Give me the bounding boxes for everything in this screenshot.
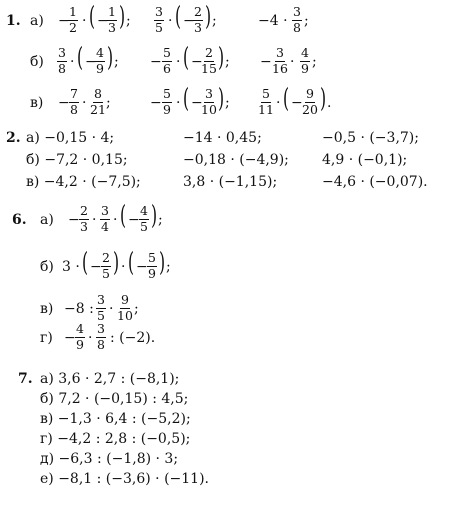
fraction: 3 8 [293, 4, 301, 35]
problem-7-item: а) 3,6 · 2,7 : (−8,1); [40, 371, 180, 387]
fraction: 5 9 [148, 250, 156, 281]
fraction: 4 9 [76, 321, 84, 352]
problem-7-number: 7. [18, 371, 33, 387]
fraction: 7 8 [70, 86, 78, 117]
problem-2-cell: а) −0,15 · 4; [26, 130, 115, 146]
fraction: 3 8 [97, 321, 105, 352]
fraction: 3 4 [101, 203, 109, 234]
problem-2-cell: −14 · 0,45; [183, 130, 262, 146]
problem-2-cell: 3,8 · (−1,15); [183, 174, 278, 190]
problem-7-item: д) −6,3 : (−1,8) · 3; [40, 451, 179, 467]
problem-1a-label: а) [30, 13, 44, 29]
problem-1v-label: в) [30, 95, 44, 111]
fraction: 2 15 [201, 45, 217, 76]
fraction: 5 6 [163, 45, 171, 76]
fraction: 3 5 [97, 292, 105, 323]
problem-1-number: 1. [6, 13, 21, 29]
fraction: 4 5 [140, 203, 148, 234]
problem-2-cell: 4,9 · (−0,1); [322, 152, 408, 168]
fraction: 2 5 [102, 250, 110, 281]
fraction: 2 3 [80, 203, 88, 234]
problem-1b-label: б) [30, 54, 44, 70]
fraction: 1 2 [69, 4, 77, 35]
fraction: 9 10 [117, 292, 133, 323]
fraction: 3 16 [272, 45, 288, 76]
problem-2-cell: −0,18 · (−4,9); [183, 152, 289, 168]
problem-2-cell: −0,5 · (−3,7); [322, 130, 419, 146]
problem-2-cell: в) −4,2 · (−7,5); [26, 174, 141, 190]
problem-2-cell: б) −7,2 · 0,15; [26, 152, 128, 168]
fraction: 9 20 [302, 86, 318, 117]
problem-7-item: б) 7,2 · (−0,15) : 4,5; [40, 391, 189, 407]
problem-6-number: 6. [12, 212, 27, 228]
problem-7-item: в) −1,3 · 6,4 : (−5,2); [40, 411, 191, 427]
fraction: 5 11 [258, 86, 274, 117]
fraction: 1 3 [108, 4, 116, 35]
fraction: 5 9 [163, 86, 171, 117]
problem-2-cell: −4,6 · (−0,07). [322, 174, 428, 190]
fraction: 3 8 [58, 45, 66, 76]
fraction: 4 9 [96, 45, 104, 76]
fraction: 8 21 [90, 86, 106, 117]
problem-7-item: е) −8,1 : (−3,6) · (−11). [40, 471, 209, 487]
fraction: 3 10 [201, 86, 217, 117]
problem-7-item: г) −4,2 : 2,8 : (−0,5); [40, 431, 191, 447]
problem-2-number: 2. [6, 130, 21, 146]
fraction: 4 9 [301, 45, 309, 76]
fraction: 3 5 [155, 4, 163, 35]
fraction: 2 3 [194, 4, 202, 35]
